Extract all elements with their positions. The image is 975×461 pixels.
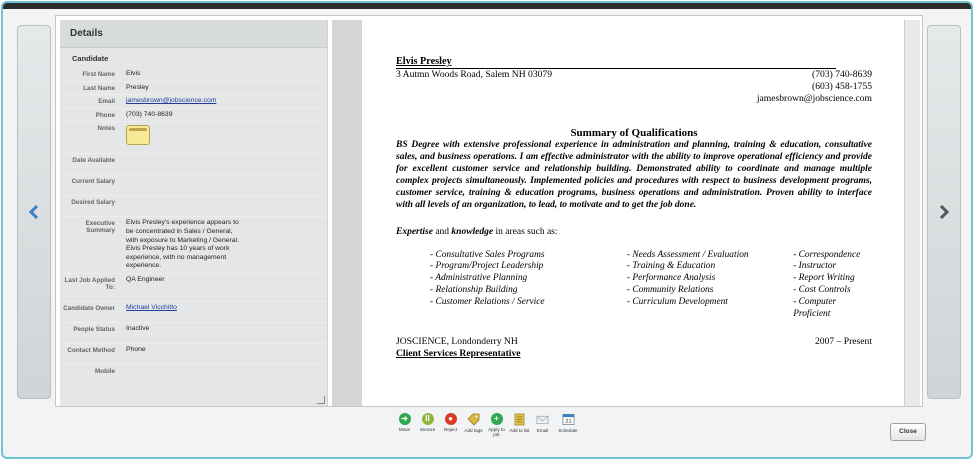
field-value: Inactive — [126, 324, 150, 332]
field-value: Phone — [126, 345, 146, 353]
field-label: Candidate Owner — [63, 304, 115, 312]
field-date-available — [60, 154, 327, 175]
apply-icon: + — [491, 413, 503, 425]
skill-item: - Correspondence — [793, 249, 861, 260]
field-label: Phone — [95, 111, 115, 119]
resume-name: Elvis Presley — [396, 56, 452, 67]
skill-item: - Program/Project Leadership — [430, 261, 544, 272]
action-label: Move — [398, 427, 411, 432]
field-mobile — [60, 365, 327, 377]
field-label: Contact Method — [67, 346, 115, 354]
expertise-word: Expertise — [396, 226, 433, 237]
email-icon — [536, 413, 549, 426]
snooze-icon: II — [422, 413, 434, 425]
skill-item: - Performance Analysis — [626, 273, 716, 284]
field-label: Notes — [97, 125, 115, 133]
field-label: First Name — [82, 71, 115, 78]
action-label: Add tags — [464, 428, 483, 433]
action-label: Add to list — [509, 428, 530, 433]
resume-address: 3 Autmn Woods Road, Salem NH 03079 — [396, 69, 553, 80]
field-contact-method — [60, 344, 327, 365]
skill-item: - Cost Controls — [793, 284, 851, 295]
resume-phone-1: (703) 740-8639 — [812, 69, 872, 80]
apply-to-job-button[interactable] — [485, 413, 508, 437]
skill-item: - Report Writing — [793, 273, 855, 284]
field-label: Current Salary — [71, 178, 115, 186]
details-title: Details — [60, 20, 327, 48]
resize-handle[interactable] — [317, 396, 325, 404]
field-value — [126, 156, 246, 172]
skill-item: - Customer Relations / Service — [430, 296, 545, 307]
action-label: Reject — [443, 427, 458, 432]
skills-column-2 — [627, 250, 793, 321]
employment-dates: 2007 – Present — [814, 336, 872, 348]
field-label: Last Name — [83, 84, 115, 92]
field-current-salary — [60, 175, 327, 196]
reject-icon: ● — [445, 413, 457, 425]
details-panel — [60, 20, 328, 406]
add-tags-button[interactable] — [462, 413, 485, 437]
skill-item: - Relationship Building — [430, 284, 518, 295]
svg-text:21: 21 — [564, 419, 572, 426]
summary-heading: Summary of Qualifications — [570, 127, 698, 139]
action-label: Snooze — [419, 427, 436, 432]
list-icon — [513, 413, 526, 426]
move-button[interactable] — [393, 413, 416, 437]
close-button[interactable]: Close — [890, 423, 926, 441]
field-value — [126, 198, 246, 214]
resume-viewer[interactable] — [332, 20, 920, 406]
skill-item: - Computer Proficient — [793, 296, 837, 319]
candidate-section-title: Candidate — [72, 54, 109, 63]
chevron-left-icon — [28, 205, 40, 219]
resume-email: jamesbrown@jobscience.com — [756, 93, 872, 104]
next-button[interactable] — [927, 25, 961, 399]
tag-icon — [467, 413, 480, 426]
move-icon: ➜ — [399, 413, 411, 425]
field-phone — [60, 109, 327, 123]
action-toolbar — [393, 413, 582, 437]
field-notes — [60, 122, 327, 154]
candidate-owner-link[interactable]: Michael Vicchitto — [126, 303, 177, 311]
field-label: Mobile — [95, 367, 115, 375]
skills-column-3 — [793, 250, 872, 321]
job-role: Client Services Representative — [396, 348, 521, 360]
summary-text: BS Degree with extensive professional experience in administration and planning, training & education, consultative sales, and business operations. I am effective administrator with the ability to improve operational efficiency and provide for excellent customer service and relationship building. Demonstrated ability to coordinate and manage multiple complex projects simultaneously. Implemented policies and procedures with respect to business development programs, customer service, training & education programs, business operations and administration. Proven ability to interface with all levels of an organization, to lead, to motivate and to get the job done. — [396, 140, 872, 211]
field-label: Date Available — [72, 157, 115, 165]
add-to-list-button[interactable] — [508, 413, 531, 437]
employer-name: JOSCIENCE, Londonderry NH — [396, 336, 518, 348]
field-last-job — [60, 274, 327, 302]
field-first-name — [60, 68, 327, 82]
skill-item: - Needs Assessment / Evaluation — [626, 249, 749, 260]
candidate-viewer — [55, 15, 923, 407]
field-executive-summary — [60, 217, 327, 274]
top-bar — [3, 3, 971, 9]
email-button[interactable] — [531, 413, 554, 437]
field-value: Presley — [126, 83, 149, 91]
skill-item: - Curriculum Development — [626, 296, 728, 307]
field-value: QA Engineer — [126, 275, 165, 283]
schedule-button[interactable] — [554, 413, 582, 437]
action-label: Schedule — [558, 428, 578, 433]
field-label: Executive Summary — [85, 220, 115, 235]
field-label: Email — [98, 98, 115, 106]
employment-row — [396, 336, 872, 348]
expertise-and: and — [432, 226, 452, 237]
field-label: Last Job Applied To: — [64, 276, 115, 291]
skill-item: - Training & Education — [626, 261, 716, 272]
field-label: Desired Salary — [71, 199, 115, 207]
field-desired-salary — [60, 196, 327, 217]
field-value: Elvis Presley's experience appears to be concentrated in Sales / General, with exposure to Marketing / General. Elvis Presley has 10 years of work experience, with no management experience. — [126, 219, 239, 270]
skill-item: - Consultative Sales Programs — [430, 249, 545, 260]
field-label: People Status — [73, 325, 115, 333]
expertise-line — [396, 226, 872, 238]
notes-icon[interactable] — [126, 125, 150, 145]
field-last-name — [60, 82, 327, 96]
reject-button[interactable] — [439, 413, 462, 437]
action-label: Apply to job — [488, 427, 505, 438]
chevron-right-icon — [938, 205, 950, 219]
field-email — [60, 95, 327, 109]
resume-phone-2: (603) 458-1755 — [812, 81, 872, 92]
field-people-status — [60, 323, 327, 344]
resume-page — [362, 20, 906, 406]
skills-column-1 — [430, 250, 627, 321]
resume-scrollbar[interactable] — [904, 20, 920, 406]
field-candidate-owner — [60, 302, 327, 323]
field-value: (703) 740-8639 — [126, 110, 173, 118]
action-label: Email — [536, 428, 549, 433]
email-link[interactable]: jamesbrown@jobscience.com — [126, 97, 217, 105]
skill-item: - Administrative Planning — [430, 273, 528, 284]
previous-button[interactable] — [17, 25, 51, 399]
calendar-icon — [562, 413, 575, 426]
skills-list — [396, 250, 872, 321]
field-value: Elvis — [126, 70, 141, 77]
field-value — [126, 367, 246, 375]
modal-frame — [1, 1, 973, 459]
snooze-button[interactable] — [416, 413, 439, 437]
skill-item: - Instructor — [793, 261, 837, 272]
knowledge-word: knowledge — [451, 226, 494, 237]
expertise-tail: in areas such as: — [493, 226, 558, 237]
skill-item: - Community Relations — [626, 284, 714, 295]
field-value — [126, 177, 246, 193]
